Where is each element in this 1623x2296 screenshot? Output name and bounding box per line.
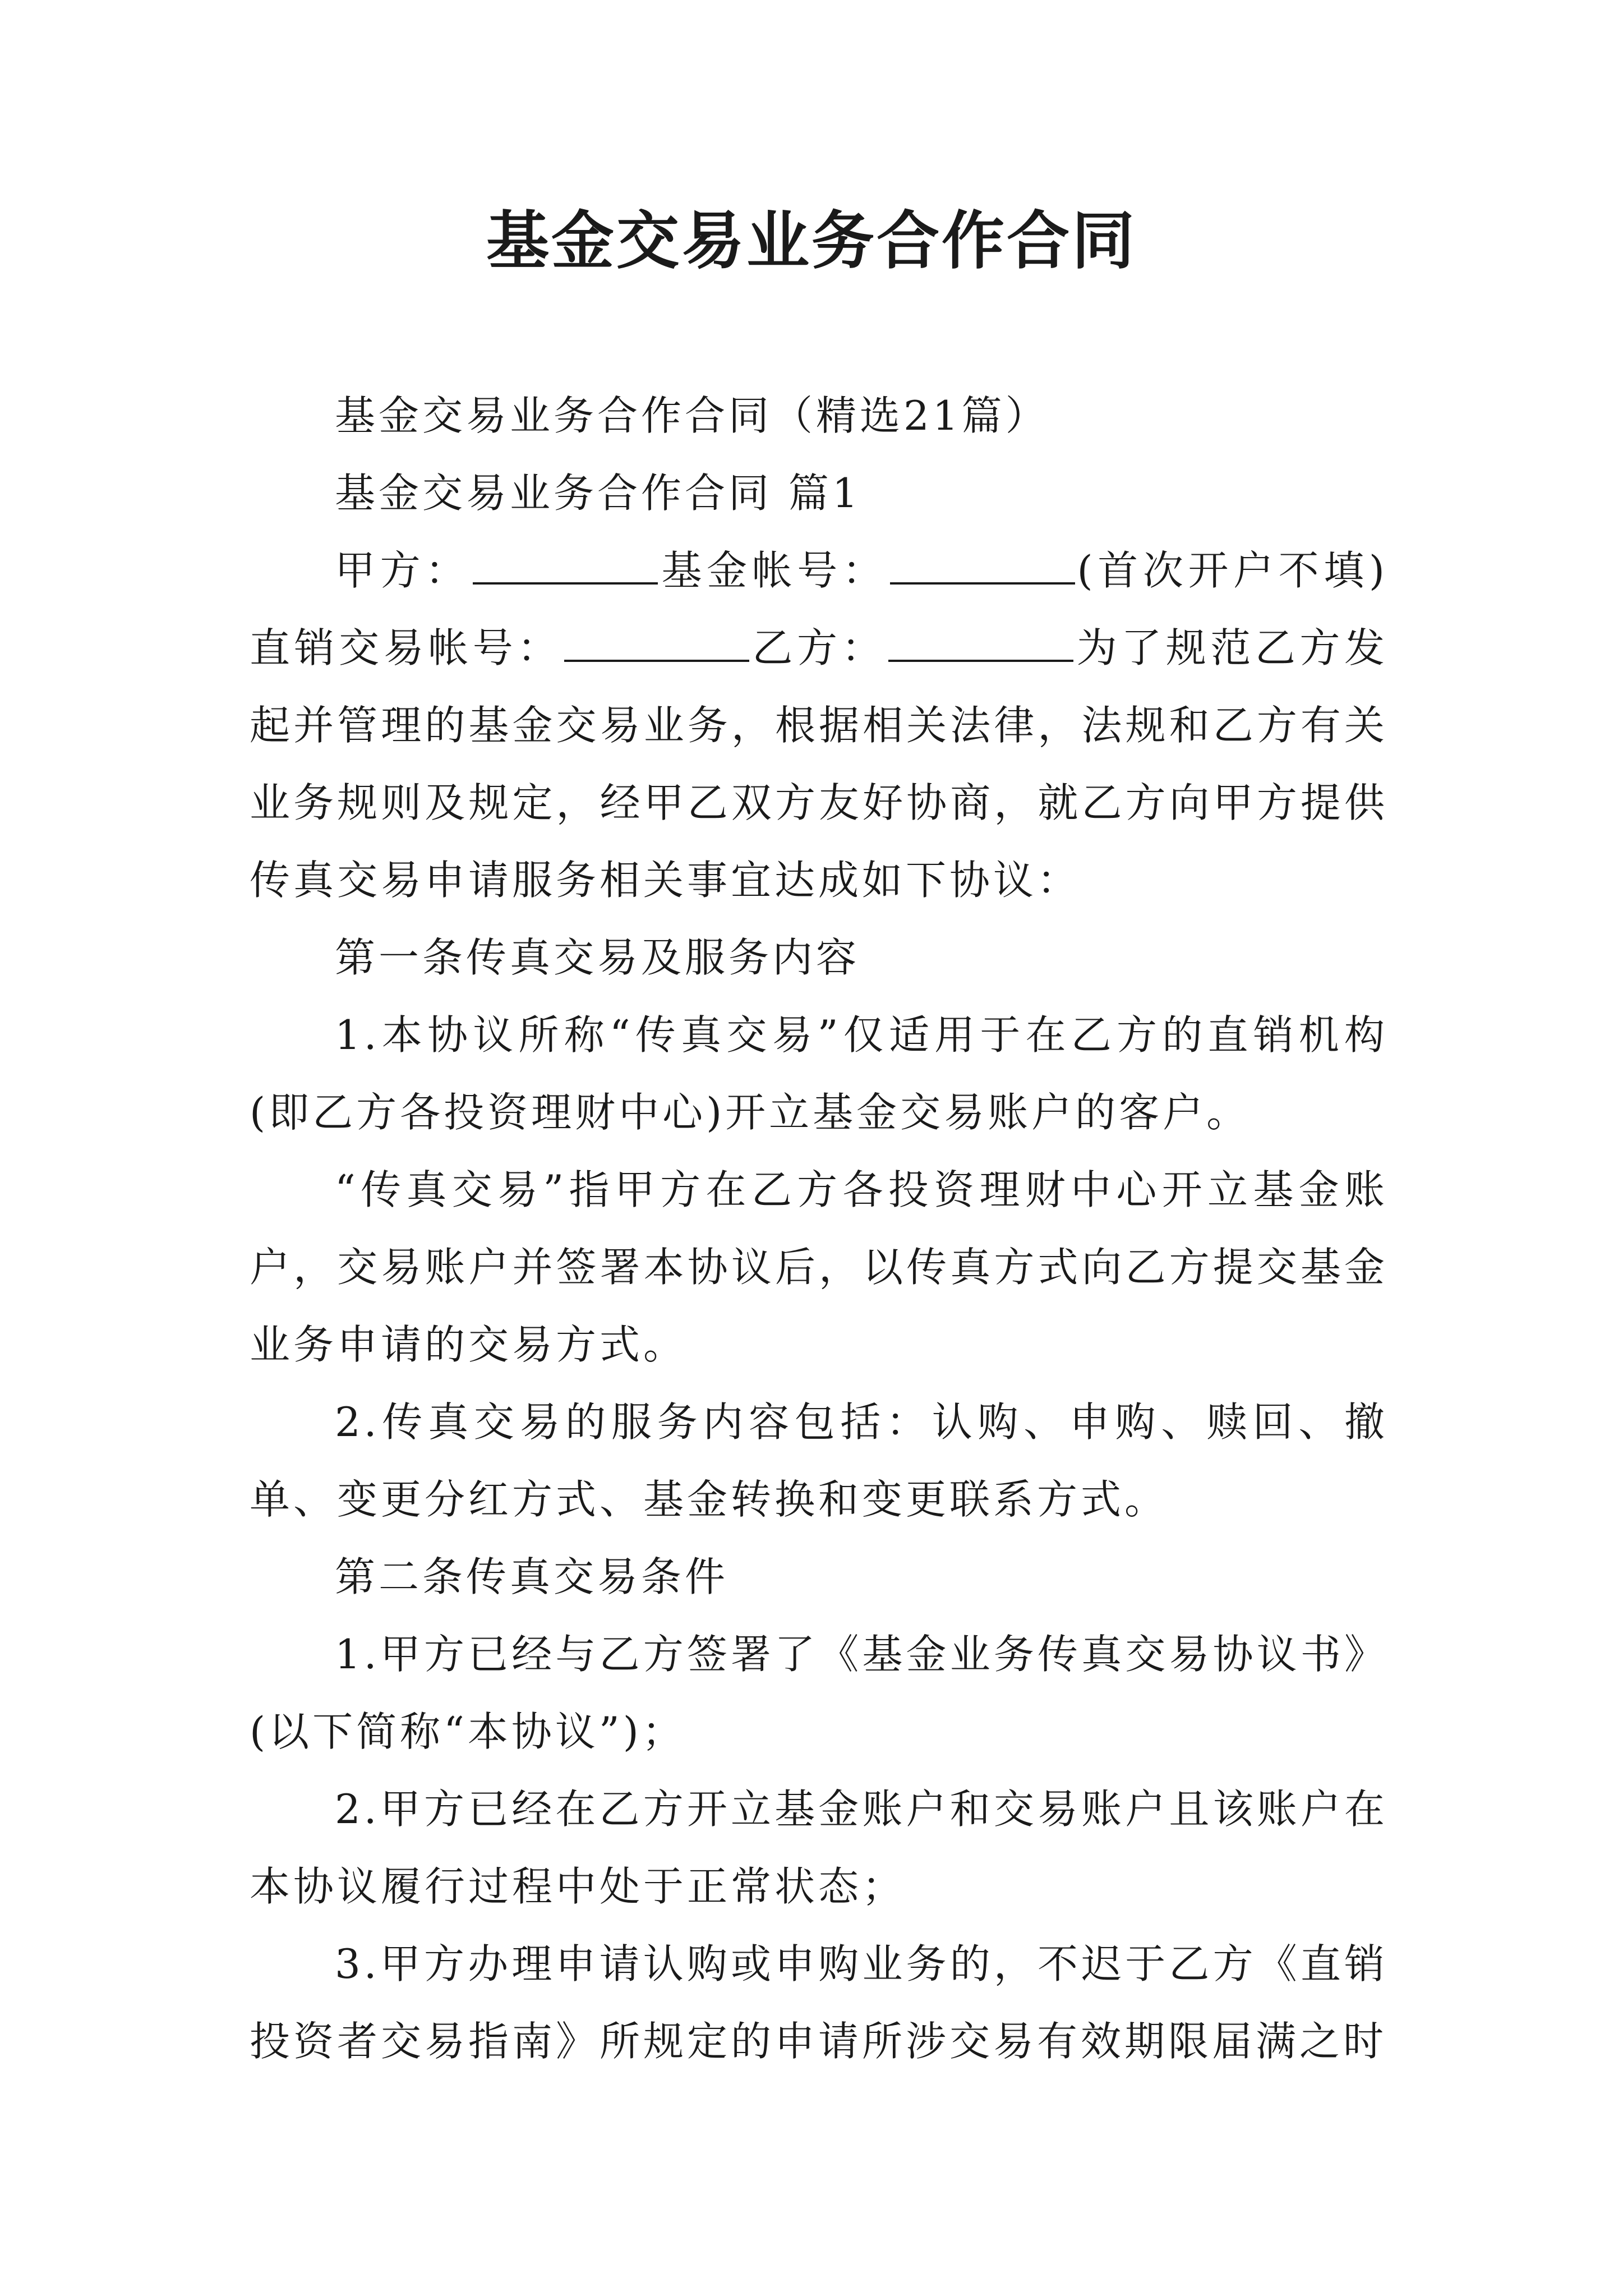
direct-account-label: 直销交易帐号：: [250, 624, 562, 671]
party-b-blank: [888, 628, 1073, 662]
article-1-definition: “传真交易”指甲方在乙方各投资理财中心开立基金账户，交易账户并签署本协议后，以传真方式向乙方提交基金业务申请的交易方式。: [250, 1166, 1388, 1368]
party-b-label: 乙方：: [751, 624, 887, 671]
article-1-clause-1: 1.本协议所称“传真交易”仅适用于在乙方的直销机构(即乙方各投资理财中心)开立基金交易账户的客户。: [250, 1011, 1388, 1136]
article-2-clause-2: 2.甲方已经在乙方开立基金账户和交易账户且该账户在本协议履行过程中处于正常状态；: [250, 1786, 1388, 1910]
article-1-clause-2: 2.传真交易的服务内容包括：认购、申购、赎回、撤单、变更分红方式、基金转换和变更联系方式。: [250, 1398, 1388, 1523]
document-body: [250, 377, 1388, 2080]
parties-paragraph: [250, 532, 1388, 919]
fund-account-label: 基金帐号：: [660, 547, 888, 594]
first-open-note: (首次开户不填): [1077, 547, 1388, 594]
article-1-heading: 第一条传真交易及服务内容: [335, 934, 860, 981]
party-a-blank: [473, 551, 658, 585]
party-a-label: 甲方：: [335, 547, 471, 594]
section-heading: 基金交易业务合作合同 篇1: [335, 470, 861, 517]
document-title: 基金交易业务合作合同: [486, 204, 1137, 278]
document-subtitle: 基金交易业务合作合同（精选21篇）: [335, 392, 1049, 439]
article-2-clause-3: 3.甲方办理申请认购或申购业务的，不迟于乙方《直销投资者交易指南》所规定的申请所涉交易有效期限届满之时: [250, 1940, 1388, 2065]
fund-account-blank: [890, 551, 1075, 585]
article-2-heading: 第二条传真交易条件: [335, 1553, 729, 1600]
direct-account-blank: [564, 628, 749, 662]
intro-text: 为了规范乙方发起并管理的基金交易业务，根据相关法律，法规和乙方有关业务规则及规定，经甲乙双方友好协商，就乙方向甲方提供传真交易申请服务相关事宜达成如下协议：: [250, 624, 1388, 904]
article-2-clause-1: 1.甲方已经与乙方签署了《基金业务传真交易协议书》(以下简称“本协议”)；: [250, 1631, 1388, 1755]
